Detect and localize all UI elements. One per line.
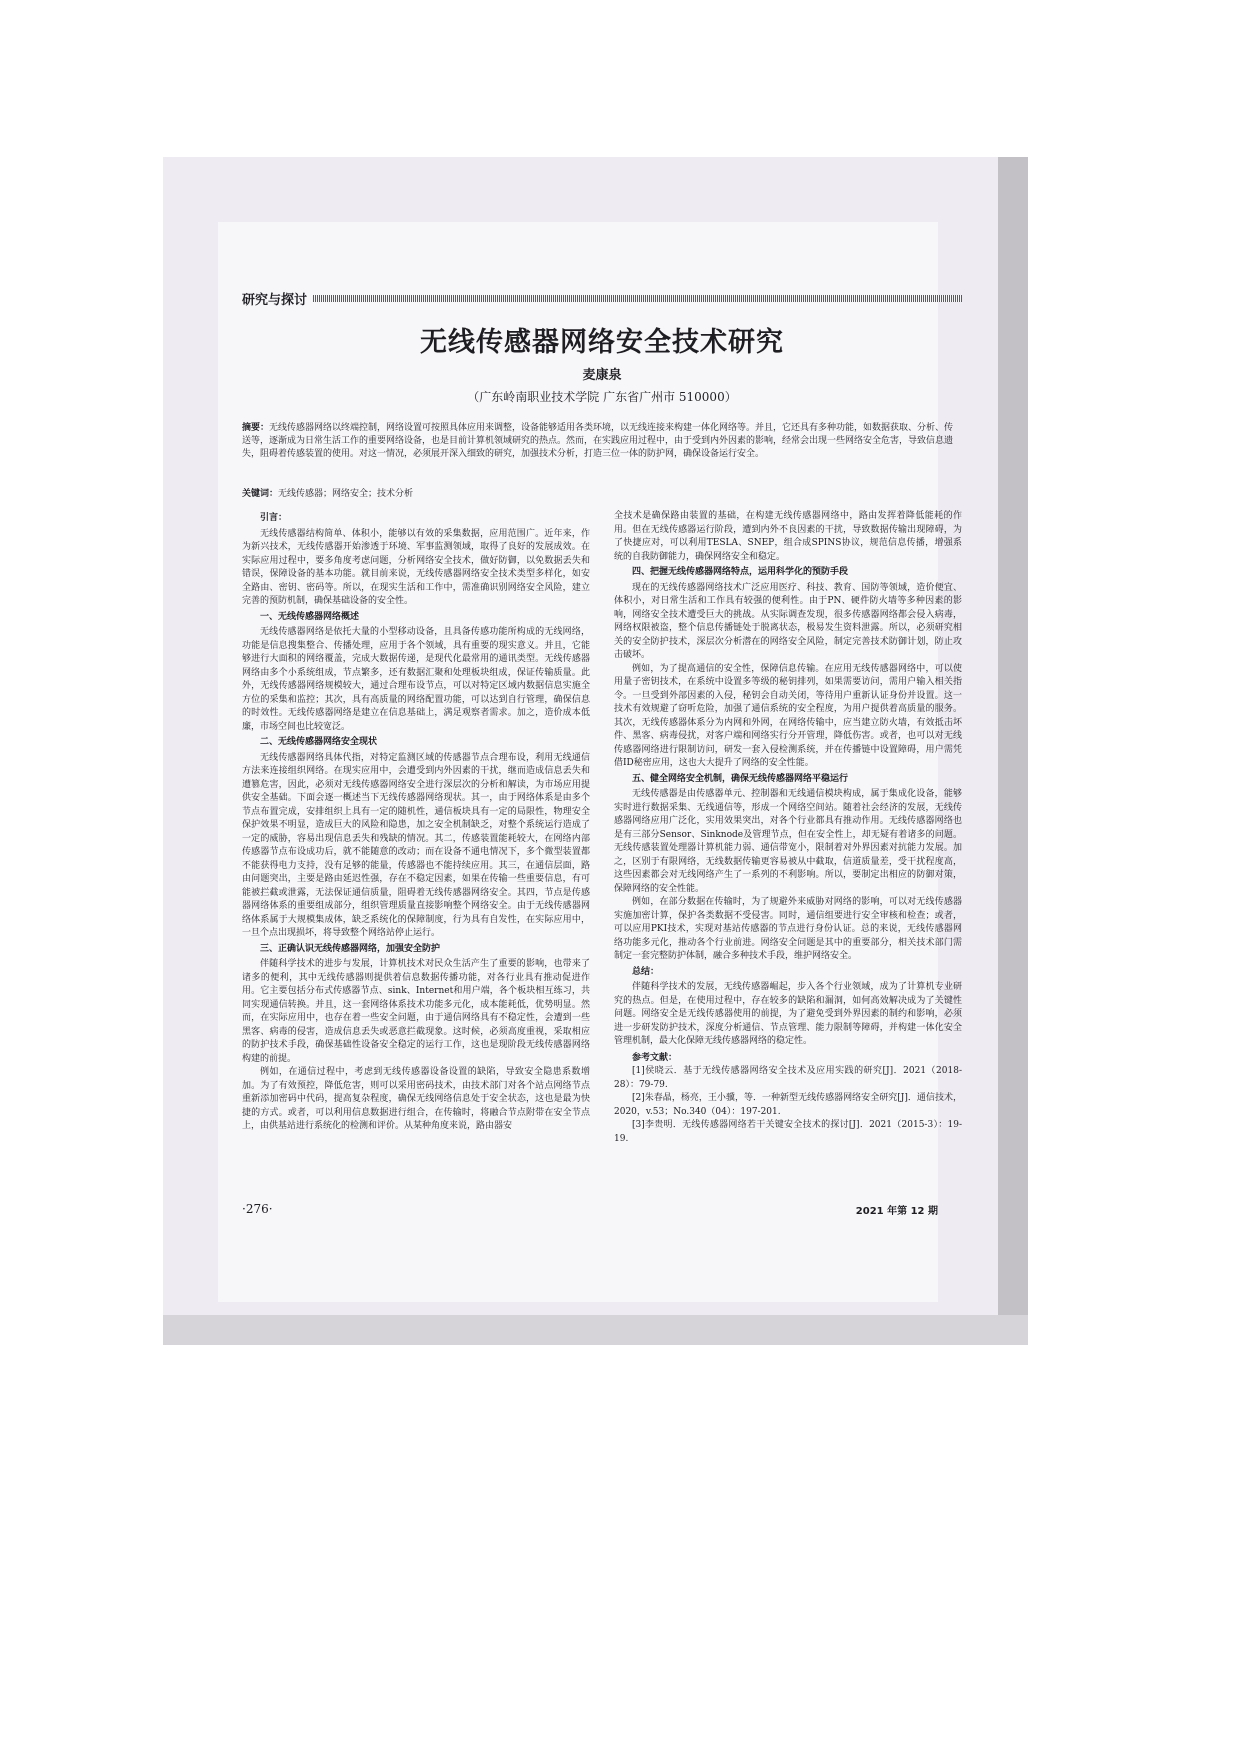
section-4-paragraph: 现在的无线传感器网络技术广泛应用医疗、科技、教育、国防等领域，造价便宜、体积小，对日常生活和工作具有较强的便利性。由于PN、硬件防火墙等多种因素的影响，网络安全技术遭受巨大的挑战。从实际调查发现，很多传感器网络都会侵入病毒，网络权限被盗，整个信息传播链处于脱离状态，极易发生资料泄露。所以，必须研究相关的安全防护技术，深层次分析潜在的网络安全风险，制定完善技术防御计划，防止攻击破坏。: [614, 582, 962, 660]
section-4-paragraph-2: 例如，为了提高通信的安全性，保障信息传输。在应用无线传感器网络中，可以使用量子密钥技术，在系统中设置多等级的秘钥排列，如果需要访问，需用户输入相关指令。一旦受到外部因素的入侵，秘钥会自动关闭，等待用户重新认证身份并设置。这一技术有效规避了窃听危险，加强了通信系统的安全程度，为用户提供着高质量的服务。其次，无线传感器体系分为内网和外网，在网络传输中，应当建立防火墙，有效抵击坏件、黑客、病毒侵扰，对客户端和网络实行分开管理，降低伤害。或者，也可以对无线传感器网络进行限制访问，研发一套入侵检测系统，并在传播链中设置障碍，用户需凭借ID秘密应用，这也大大提升了网络的安全性能。: [614, 663, 962, 768]
summary-heading: 总结：: [632, 966, 660, 977]
keywords: [242, 488, 962, 501]
abstract-label: 摘要：: [242, 423, 270, 433]
affiliation: （广东岭南职业技术学院 广东省广州市 510000）: [467, 390, 737, 404]
intro-heading: 引言：: [260, 513, 288, 523]
reference-item: [3]李贵明．无线传感器网络若干关键安全技术的探讨[J]．2021（2015-3）：19-19.: [614, 1120, 962, 1144]
section-2-heading: 二、无线传感器网络安全现状: [260, 737, 378, 747]
reference-item: [1]侯晓云．基于无线传感器网络安全技术及应用实践的研究[J]．2021（2018-28）：79-79.: [614, 1066, 962, 1090]
abstract-text: 无线传感器网络以终端控制，网络设置可按照具体应用来调整，设备能够适用各类环境，以无线连接来构建一体化网络等。并且，它还具有多种功能，如数据获取、分析、传送等，逐渐成为日常生活工作的重要网络设备，也是目前计算机领域研究的热点。然而，在实践应用过程中，由于受到内外因素的影响，经常会出现一些网络安全危害，导致信息遗失，阻碍着传感装置的使用。对这一情况，必须展开深入细致的研究，加强技术分析，打造三位一体的防护网，确保设备运行安全。: [242, 423, 954, 459]
scan-edge-shadow: [998, 157, 1028, 1345]
header-rule: [313, 295, 962, 302]
section-2-paragraph: 无线传感器网络具体代指，对特定监测区域的传感器节点合理布设，利用无线通信方法来连接组织网络。在现实应用中，会遭受到内外因素的干扰，继而造成信息丢失和遭篡危害，因此，必须对无线传感器网络安全进行深层次的分析和解读，为市场应用提供安全基础。下面会逐一概述当下无线传感器网络现状。其一，由于网络体系是由多个节点布置完成，安排组织上具有一定的随机性，通信板块具有一定的局限性，物理安全保护效果不明显，造成巨大的风险和隐患，加之安全机制缺乏，对整个系统运行造成了一定的威胁，容易出现信息丢失和残缺的情况。其二，传感装置能耗较大，在网络内部传感器节点布设成功后，就不能随意的改动；而在设备不通电情况下，多个微型装置都不能获得电力支持，没有足够的能量，传感器也不能持续应用。其三，在通信层面，路由问题突出，主要是路由延迟性强，存在不稳定因素，如果在传输一些重要信息，有可能被拦截或泄露，无法保证通信质量，阻碍着无线传感器网络安全。其四，节点是传感器网络体系的重要组成部分，组织管理质量直接影响整个网络安全。由于无线传感器网络体系属于大规模集成体，缺乏系统化的保障制度，行为具有自发性，在实际应用中，一旦个点出现损坏，将导致整个网络站停止运行。: [242, 752, 590, 938]
issue-label: 2021 年第 12 期: [855, 1206, 938, 1217]
running-header: [242, 290, 962, 306]
summary-paragraph: 伴随科学技术的发展，无线传感器崛起，步入各个行业领域，成为了计算机专业研究的热点。但是，在使用过程中，存在较多的缺陷和漏洞，如何高效解决成为了关键性问题。网络安全是无线传感器使用的前提，为了避免受到外界因素的制约和影响，必须进一步研发防护技术，深度分析通信、节点管理、能力限制等障碍，并构建一体化安全管理机制，最大化保障无线传感器网络的稳定性。: [614, 982, 962, 1046]
continued-paragraph: 全技术是确保路由装置的基础，在构建无线传感器网络中，路由发挥着降低能耗的作用。但在无线传感器运行阶段，遭到内外不良因素的干扰，导致数据传输出现障碍，为了快捷应对，可以利用TESLA、SNEP，组合成SPINS协议，规范信息传播，增强系统的自我防御能力，确保网络安全和稳定。: [614, 511, 962, 562]
journal-page: [218, 222, 962, 1302]
section-5-paragraph: 无线传感器是由传感器单元、控制器和无线通信模块构成，属于集成化设备，能够实时进行数据采集、无线通信等，形成一个网络空间站。随着社会经济的发展，无线传感器网络应用广泛化，实用效果突出，对各个行业都具有推动作用。无线传感器网络也是有三部分Sensor、Sinknode及管理节点，但在安全性上，却无疑有着诸多的问题。无线传感装置处理器计算机能力弱、通信带宽小，限制着对外界因素对抗能力发展。加之，区别于有限网络，无线数据传输更容易被从中截取，信道质量差，受干扰程度高，这些因素都会对无线网络产生了一系列的不利影响。所以，要制定出相应的防御对策，保障网络的安全性能。: [614, 789, 962, 894]
section-4-heading: 四、把握无线传感器网络特点，运用科学化的预防手段: [632, 567, 849, 577]
section-1-heading: 一、无线传感器网络概述: [260, 611, 360, 622]
section-3-paragraph: 伴随科学技术的进步与发展，计算机技术对民众生活产生了重要的影响，也带来了诸多的便利，其中无线传感器则提供着信息数据传播功能，对各行业具有推动促进作用。它主要包括分布式传感器节点、sink、Internet和用户端，各个板块相互练习，共同实现通信转换。并且，这一套网络体系技术功能多元化，成本能耗低，优势明显。然而，在实际应用中，也存在着一些安全问题，由于通信网络具有不稳定性，会遭到一些黑客、病毒的侵害，造成信息丢失或恶意拦截现象。这时候，必须高度重视，采取相应的防护技术手段，确保基础性设备安全稳定的运行工作，这也是现阶段无线传感器网络构建的前提。: [242, 959, 590, 1064]
abstract: [242, 422, 962, 461]
author: 麦康泉: [582, 368, 622, 383]
section-name: 研究与探讨: [242, 292, 308, 308]
section-1-paragraph: 无线传感器网络是依托大量的小型移动设备，且具备传感功能所构成的无线网络，功能是信息搜集整合、传播处理，应用于各个领域，具有重要的现实意义。并且，它能够进行大面积的网络覆盖，完成大数据传递，是现代化最常用的通讯类型。无线传感器网络由多个小系统组成，节点繁多，还有数据汇聚和处理板块组成，保证传输质量。此外，无线传感器网络规模较大，通过合理布设节点，可以对特定区域内数据信息实施全方位的采集和监控；其次，具有高质量的网络配置功能，可以达到自行管理，确保信息的时效性。无线传感器网络是建立在信息基础上，满足观察者需求。加之，造价成本低廉，市场空间也比较宽泛。: [242, 627, 590, 732]
left-column: [242, 510, 590, 1134]
section-3-heading: 三、正确认识无线传感器网络，加强安全防护: [260, 943, 441, 954]
keywords-text: 无线传感器；网络安全；技术分析: [278, 489, 414, 499]
scan-bottom-edge: [163, 1315, 1028, 1345]
section-5-heading: 五、健全网络安全机制，确保无线传感器网络平稳运行: [632, 773, 849, 784]
intro-paragraph: 无线传感器结构简单、体积小，能够以有效的采集数据，应用范围广。近年来，作为新兴技术，无线传感器开始渗透于环境、军事监测领域，取得了良好的发展成效。在实际应用过程中，要多角度考虑问题，分析网络安全技术，做好防御，以免数据丢失和错误，保障设备的基本功能。就目前来说，无线传感器网络安全技术类型多样化，如安全路由、密钥、密码等。所以，在现实生活和工作中，需准确识别网络安全风险，建立完善的预防机制，确保基础设备的安全性。: [242, 528, 590, 606]
section-5-paragraph-2: 例如，在部分数据在传输时，为了规避外来威胁对网络的影响，可以对无线传感器实施加密计算，保护各类数据不受侵害。同时，通信组要进行安全审核和检查；或者，可以应用PKI技术，实现对基站传感器的节点进行身份认证。总的来说，无线传感器网络功能多元化，推动各个行业前进。网络安全问题是其中的重要部分，相关技术部门需制定一套完整防护体制，融合多种技术手段，维护网络安全。: [614, 897, 962, 961]
section-3-paragraph-2: 例如，在通信过程中，考虑到无线传感器设备设置的缺陷，导致安全隐患系数增加。为了有效预控，降低危害，则可以采用密码技术，由技术部门对各个站点网络节点重新添加密码中代码，提高复杂程度，确保无线网络信息处于安全状态，这也是最为快捷的方式。或者，可以利用信息数据进行组合，在传输时，将融合节点附带在安全节点上，由供基站进行系统化的检测和评价。从某种角度来说，路由器安: [242, 1067, 590, 1131]
page-number: ·276·: [242, 1202, 273, 1216]
reference-item: [2]朱春晶，杨亮，王小骥，等．一种新型无线传感器网络安全研究[J]．通信技术，2020，v.53；No.340（04）：197-201.: [614, 1093, 962, 1117]
references-heading: 参考文献：: [632, 1052, 678, 1063]
keywords-label: 关键词：: [242, 489, 279, 499]
paper-title: 无线传感器网络安全技术研究: [420, 327, 784, 358]
scanned-page: [163, 157, 1028, 1345]
right-column: [614, 510, 962, 1146]
